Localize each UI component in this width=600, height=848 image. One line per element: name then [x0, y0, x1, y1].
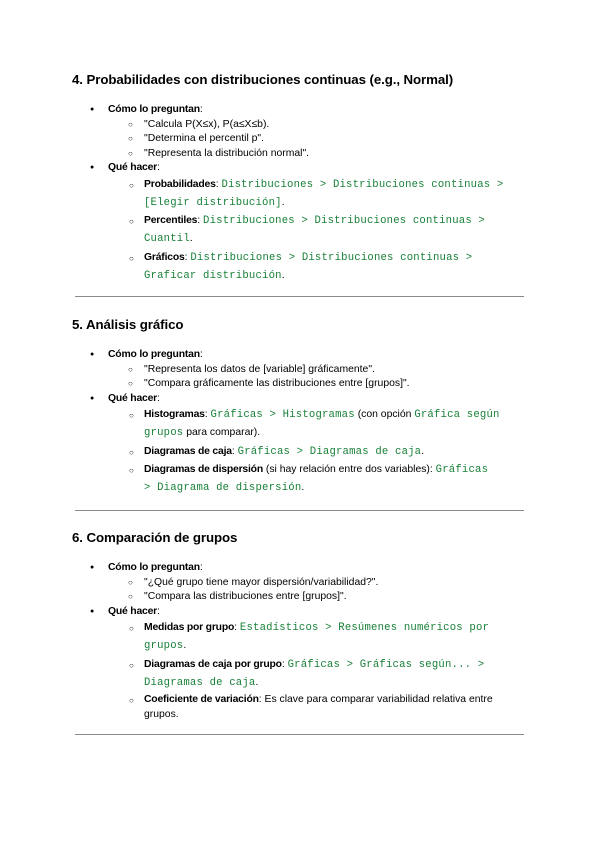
- question-item: ○ "Calcula P(X≤x), P(a≤X≤b).: [108, 118, 532, 133]
- section-title: 4. Probabilidades con distribuciones continuas (e.g., Normal): [72, 72, 454, 87]
- do-item: ● Qué hacer: ○ Probabilidades: Distribuciones > Distribuciones continuas > [Elegir distribución]. ○ Percentiles: Distribuciones > Distribuciones continuas > Cuantil. ○ Gráficos: Distribuciones > Distribuciones continuas > Graficar distribución.: [72, 161, 532, 285]
- step-item: ○ Medidas por grupo: Estadísticos > Resúmenes numéricos por grupos.: [108, 619, 532, 656]
- do-item: ● Qué hacer: ○ Medidas por grupo: Estadísticos > Resúmenes numéricos por grupos. ○ Diagramas de caja por grupo: Gráficas > Gráficas según... > Diagramas de caja. ○ Coeficiente de variación: Es clave para comparar variabilidad relativa entre grupos.: [72, 605, 532, 723]
- section-list: [72, 348, 532, 497]
- step-item: ○ Diagramas de caja: Gráficas > Diagramas de caja.: [108, 443, 532, 461]
- step-item: ○ Percentiles: Distribuciones > Distribuciones continuas > Cuantil.: [108, 212, 532, 249]
- question-item: ○ "Determina el percentil p".: [108, 132, 532, 147]
- steps-list: [108, 619, 532, 722]
- steps-list: [108, 406, 532, 497]
- step-item: ○ Diagramas de caja por grupo: Gráficas > Gráficas según... > Diagramas de caja.: [108, 656, 532, 693]
- do-item: ● Qué hacer: ○ Histogramas: Gráficas > Histogramas (con opción Gráfica según grupos para comparar). ○ Diagramas de caja: Gráficas > Diagramas de caja. ○ Diagramas de dispersión (si hay relación entre dos variables): Gráficas > Diagrama de dispersión.: [72, 392, 532, 498]
- section-analisis-grafico: [72, 317, 532, 497]
- step-item: ○ Probabilidades: Distribuciones > Distribuciones continuas > [Elegir distribución].: [108, 176, 532, 213]
- ask-item: ● Cómo lo preguntan: ○ "¿Qué grupo tiene mayor dispersión/variabilidad?". ○ "Compara las distribuciones entre [grupos]".: [72, 561, 532, 605]
- step-item: ○ Coeficiente de variación: Es clave para comparar variabilidad relativa entre grupos.: [108, 692, 532, 722]
- step-item: ○ Histogramas: Gráficas > Histogramas (con opción Gráfica según grupos para comparar).: [108, 406, 532, 443]
- ask-item: ● Cómo lo preguntan: ○ "Representa los datos de [variable] gráficamente". ○ "Compara gráficamente las distribuciones entre [grupos]".: [72, 348, 532, 392]
- question-item: ○ "Compara las distribuciones entre [grupos]".: [108, 590, 532, 605]
- section-title: 5. Análisis gráfico: [72, 317, 184, 332]
- step-item: ○ Gráficos: Distribuciones > Distribuciones continuas > Graficar distribución.: [108, 249, 532, 286]
- questions-list: [108, 363, 532, 392]
- section-title: 6. Comparación de grupos: [72, 530, 238, 545]
- section-list: [72, 103, 532, 285]
- section-comparacion-grupos: [72, 530, 532, 722]
- questions-list: [108, 118, 532, 162]
- question-item: ○ "Representa la distribución normal".: [108, 147, 532, 162]
- ask-item: ● Cómo lo preguntan: ○ "Calcula P(X≤x), P(a≤X≤b). ○ "Determina el percentil p". ○ "Representa la distribución normal".: [72, 103, 532, 161]
- questions-list: [108, 576, 532, 605]
- horizontal-rule: [75, 510, 524, 511]
- steps-list: [108, 176, 532, 286]
- section-probabilidades: [72, 72, 532, 285]
- question-item: ○ "Representa los datos de [variable] gráficamente".: [108, 363, 532, 378]
- step-item: ○ Diagramas de dispersión (si hay relación entre dos variables): Gráficas > Diagrama de dispersión.: [108, 461, 532, 498]
- horizontal-rule: [75, 734, 524, 735]
- section-list: [72, 561, 532, 722]
- horizontal-rule: [75, 296, 524, 297]
- question-item: ○ "Compara gráficamente las distribuciones entre [grupos]".: [108, 377, 532, 392]
- question-item: ○ "¿Qué grupo tiene mayor dispersión/variabilidad?".: [108, 576, 532, 591]
